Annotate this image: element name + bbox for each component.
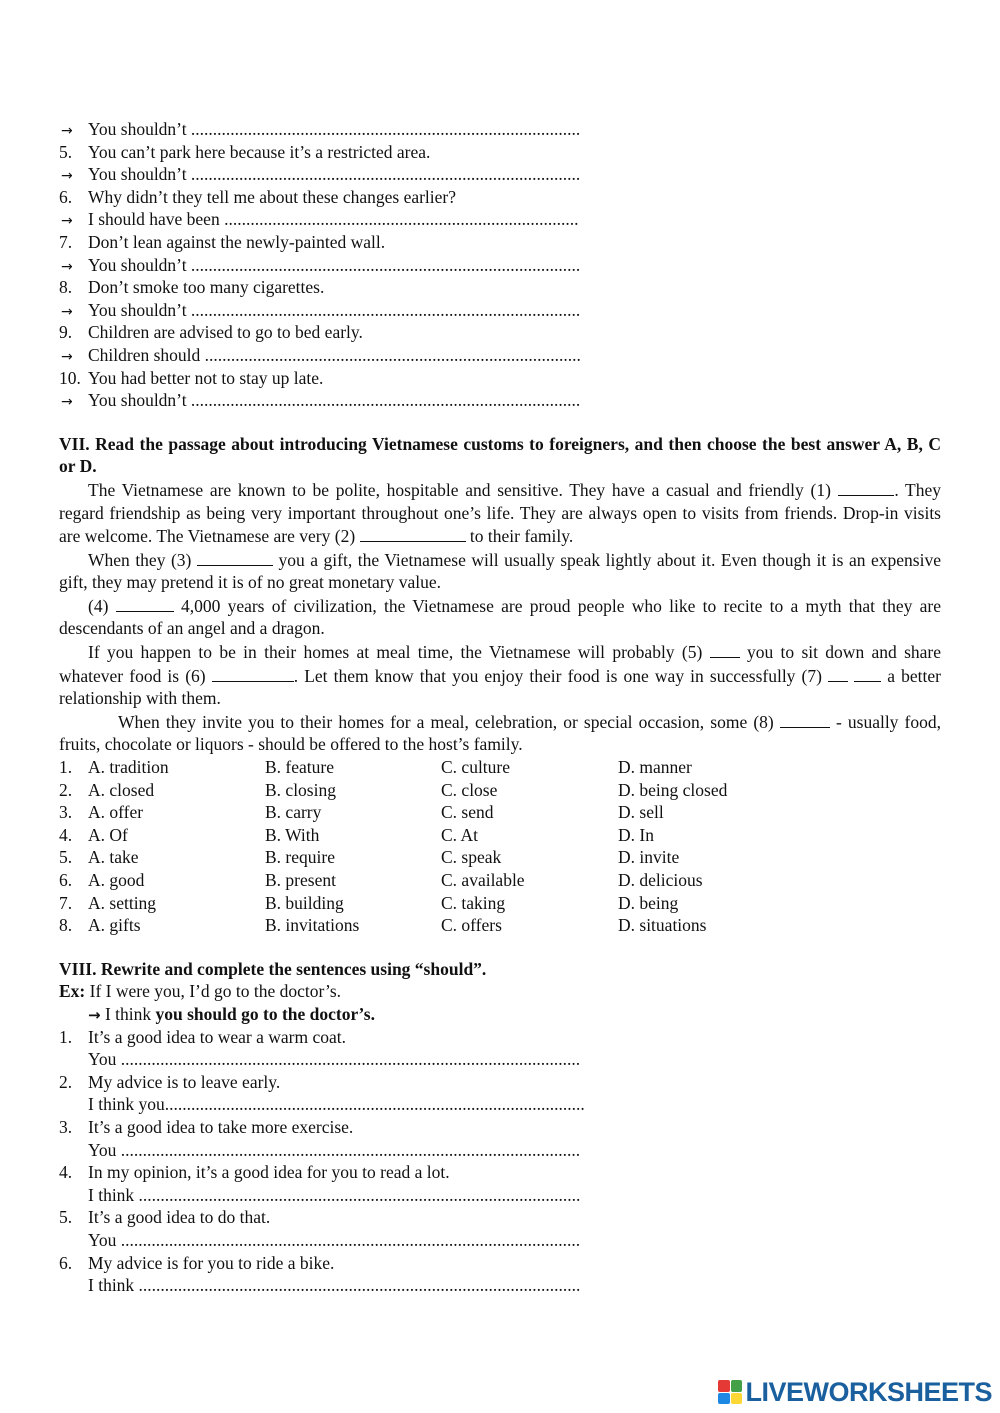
gap-1-blank-cont[interactable] bbox=[867, 478, 894, 496]
answer-line[interactable] bbox=[59, 1093, 941, 1116]
gap-5-blank[interactable] bbox=[710, 640, 740, 658]
option-b[interactable]: B. building bbox=[265, 892, 344, 913]
passage-text: The Vietnamese are known to be polite, hospitable and sensitive. They have a casual and friendly (1) bbox=[88, 479, 831, 500]
arrow-icon: → bbox=[88, 1005, 101, 1024]
option-a[interactable]: A. tradition bbox=[88, 757, 169, 778]
option-c[interactable]: C. send bbox=[441, 802, 494, 823]
logo-text: LIVEWORKSHEETS bbox=[745, 1376, 992, 1407]
option-number: 3. bbox=[59, 802, 73, 823]
option-a[interactable]: A. setting bbox=[88, 892, 157, 913]
gap-3-blank[interactable] bbox=[197, 548, 273, 566]
option-b[interactable]: B. present bbox=[265, 870, 336, 890]
item-number: 8. bbox=[59, 277, 73, 298]
answer-line bbox=[59, 254, 941, 277]
answer-text[interactable]: I think ..................................................................................................... bbox=[88, 1275, 581, 1296]
exercise-item bbox=[59, 141, 941, 164]
answer-text[interactable]: You shouldn’t ......................................................................................... bbox=[88, 254, 581, 275]
option-d[interactable]: D. In bbox=[618, 824, 654, 845]
gap-2-blank[interactable] bbox=[360, 524, 466, 542]
option-number: 1. bbox=[59, 757, 73, 778]
answer-line[interactable] bbox=[59, 1048, 941, 1071]
arrow-icon: → bbox=[61, 123, 73, 139]
item-text: Children are advised to go to bed early. bbox=[88, 322, 363, 343]
option-a[interactable]: A. good bbox=[88, 870, 145, 890]
exercise-item bbox=[59, 367, 941, 390]
option-number: 2. bbox=[59, 779, 73, 800]
exercise-item bbox=[59, 1026, 941, 1049]
item-text: In my opinion, it’s a good idea for you to read a lot. bbox=[88, 1162, 450, 1183]
item-text: Don’t smoke too many cigarettes. bbox=[88, 277, 325, 298]
example-answer bbox=[59, 1003, 941, 1026]
item-text: It’s a good idea to do that. bbox=[88, 1207, 271, 1228]
item-number: 6. bbox=[59, 1252, 73, 1273]
option-a[interactable]: A. offer bbox=[88, 802, 144, 823]
passage-text: you a gift, the Vietnamese will usually speak lightly about it. Even though it is an expensive gift, they may pretend it is of no great monetary value. bbox=[59, 549, 941, 593]
example-line bbox=[59, 980, 941, 1003]
passage-text: When they (3) bbox=[88, 549, 192, 570]
answer-text[interactable]: I think ..................................................................................................... bbox=[88, 1184, 581, 1205]
worksheet-page bbox=[59, 118, 941, 1297]
logo-square-blue bbox=[718, 1393, 730, 1405]
option-a[interactable]: A. gifts bbox=[88, 915, 141, 936]
exercise-item bbox=[59, 1071, 941, 1094]
item-text: You had better not to stay up late. bbox=[88, 367, 324, 388]
item-number: 5. bbox=[59, 141, 73, 162]
item-text: Don’t lean against the newly-painted wall. bbox=[88, 231, 386, 252]
option-d[interactable]: D. being bbox=[618, 892, 679, 913]
option-d[interactable]: D. delicious bbox=[618, 870, 703, 890]
gap-4-blank[interactable] bbox=[116, 594, 174, 612]
item-text: It’s a good idea to take more exercise. bbox=[88, 1116, 354, 1137]
arrow-icon: → bbox=[61, 258, 73, 275]
options-row bbox=[59, 869, 941, 892]
gap-7-blank-cont[interactable] bbox=[854, 664, 881, 682]
rewrite-continuation bbox=[59, 118, 941, 412]
answer-line[interactable] bbox=[59, 1274, 941, 1297]
arrow-icon: → bbox=[61, 348, 73, 365]
gap-8-blank[interactable] bbox=[780, 710, 830, 728]
example-answer-bold: you should go to the doctor’s bbox=[155, 1003, 371, 1024]
arrow-icon: → bbox=[61, 168, 73, 185]
spacer bbox=[59, 937, 941, 958]
option-number: 8. bbox=[59, 915, 73, 936]
answer-line bbox=[59, 389, 941, 412]
example-text: If I were you, I’d go to the doctor’s. bbox=[89, 981, 342, 1002]
section-8 bbox=[59, 958, 941, 1297]
exercise-item bbox=[59, 1161, 941, 1184]
answer-line bbox=[59, 299, 941, 322]
spacer bbox=[59, 412, 941, 433]
passage-text: If you happen to be in their homes at meal time, the Vietnamese will probably (5) bbox=[88, 642, 703, 663]
item-text: You can’t park here because it’s a restricted area. bbox=[88, 141, 431, 162]
answer-text[interactable]: You ......................................................................................................... bbox=[88, 1139, 581, 1160]
answer-text[interactable]: You ......................................................................................................... bbox=[88, 1049, 581, 1070]
section-7-heading: VII. Read the passage about introducing Vietnamese customs to foreigners, and then choose the best answer A, B, C or D. bbox=[59, 433, 941, 477]
option-c[interactable]: C. speak bbox=[441, 847, 502, 868]
answer-text[interactable]: You shouldn’t ......................................................................................... bbox=[88, 119, 581, 139]
item-text: My advice is for you to ride a bike. bbox=[88, 1252, 335, 1273]
option-a[interactable]: A. closed bbox=[88, 779, 155, 800]
answer-line[interactable] bbox=[59, 1229, 941, 1252]
passage-paragraph-1 bbox=[59, 478, 941, 548]
example-label: Ex: bbox=[59, 981, 86, 1002]
option-b[interactable]: B. carry bbox=[265, 802, 322, 823]
option-b[interactable]: B. feature bbox=[265, 757, 334, 778]
answer-line bbox=[59, 118, 941, 141]
passage-text: to their family. bbox=[469, 526, 574, 547]
options-row bbox=[59, 846, 941, 869]
item-number: 4. bbox=[59, 1162, 73, 1183]
options-row bbox=[59, 801, 941, 824]
example-answer-period: . bbox=[370, 1003, 375, 1024]
gap-7-blank[interactable] bbox=[828, 664, 848, 682]
exercise-item bbox=[59, 1206, 941, 1229]
answer-text[interactable]: I should have been ................................................................................. bbox=[88, 209, 579, 230]
options-row bbox=[59, 914, 941, 937]
logo-square-yellow bbox=[731, 1393, 743, 1405]
exercise-item bbox=[59, 1116, 941, 1139]
answer-text[interactable]: You ......................................................................................................... bbox=[88, 1229, 581, 1250]
passage-paragraph-2 bbox=[59, 548, 941, 594]
passage-text: a better relationship with them. bbox=[59, 665, 941, 709]
answer-line bbox=[59, 208, 941, 231]
answer-text[interactable]: You shouldn’t ......................................................................................... bbox=[88, 164, 581, 185]
option-c[interactable]: C. At bbox=[441, 824, 478, 845]
logo-grid-icon bbox=[718, 1380, 742, 1404]
options-row bbox=[59, 756, 941, 779]
option-number: 5. bbox=[59, 847, 73, 868]
gap-6-blank[interactable] bbox=[212, 664, 294, 682]
option-c[interactable]: C. offers bbox=[441, 915, 502, 936]
option-d[interactable]: D. being closed bbox=[618, 779, 728, 800]
answer-text[interactable]: You shouldn’t ......................................................................................... bbox=[88, 299, 581, 320]
passage-text: . They regard friendship as being very important throughout one’s life. They are always open to visits from friends. Drop-in visits are welcome. The Vietnamese are very (2) bbox=[59, 479, 942, 547]
option-number: 6. bbox=[59, 870, 73, 890]
option-a[interactable]: A. Of bbox=[88, 824, 128, 845]
item-number: 1. bbox=[59, 1026, 73, 1047]
section-8-heading: VIII. Rewrite and complete the sentences using “should”. bbox=[59, 958, 487, 979]
options-row bbox=[59, 824, 941, 847]
example-answer-prefix: I think bbox=[104, 1003, 152, 1024]
option-d[interactable]: D. invite bbox=[618, 847, 680, 868]
passage-paragraph-5 bbox=[59, 710, 941, 756]
item-number: 2. bbox=[59, 1071, 73, 1092]
item-number: 5. bbox=[59, 1207, 73, 1228]
answer-line bbox=[59, 163, 941, 186]
exercise-item bbox=[59, 186, 941, 209]
option-c[interactable]: C. available bbox=[441, 870, 525, 890]
option-b[interactable]: B. require bbox=[265, 847, 335, 868]
logo-square-green bbox=[731, 1380, 743, 1392]
answer-options bbox=[59, 756, 941, 937]
passage-text: When they invite you to their homes for a meal, celebration, or special occasion, some (8) bbox=[118, 711, 774, 732]
exercise-item bbox=[59, 231, 941, 254]
answer-line[interactable] bbox=[59, 1139, 941, 1162]
item-number: 3. bbox=[59, 1116, 73, 1137]
arrow-icon: → bbox=[61, 303, 73, 320]
option-c[interactable]: C. close bbox=[441, 779, 498, 800]
option-b[interactable]: B. invitations bbox=[265, 915, 360, 936]
option-d[interactable]: D. sell bbox=[618, 802, 664, 823]
option-a[interactable]: A. take bbox=[88, 847, 139, 868]
option-number: 4. bbox=[59, 824, 73, 845]
item-number: 7. bbox=[59, 231, 73, 252]
option-number: 7. bbox=[59, 892, 73, 913]
liveworksheets-logo bbox=[718, 1378, 992, 1406]
answer-text[interactable]: I think you................................................................................................ bbox=[88, 1094, 585, 1115]
item-text: My advice is to leave early. bbox=[88, 1071, 281, 1092]
arrow-icon: → bbox=[61, 213, 73, 230]
arrow-icon: → bbox=[61, 394, 73, 411]
answer-text[interactable]: You shouldn’t ......................................................................................... bbox=[88, 390, 581, 411]
option-d[interactable]: D. situations bbox=[618, 915, 707, 936]
item-number: 9. bbox=[59, 322, 73, 343]
exercise-item bbox=[59, 276, 941, 299]
logo-square-red bbox=[718, 1380, 730, 1392]
option-c[interactable]: C. taking bbox=[441, 892, 506, 913]
passage-text: (4) bbox=[88, 595, 109, 616]
options-row bbox=[59, 892, 941, 915]
passage-text: . Let them know that you enjoy their food is one way in successfully (7) bbox=[293, 665, 822, 686]
option-d[interactable]: D. manner bbox=[618, 757, 692, 778]
passage-text: - usually food, fruits, chocolate or liquors - should be offered to the host’s family. bbox=[59, 711, 941, 755]
passage-text: 4,000 years of civilization, the Vietnamese are proud people who like to recite to a myth that they are descendants of an angel and a dragon. bbox=[59, 595, 942, 639]
passage-text: you to sit down and share whatever food is (6) bbox=[59, 642, 942, 686]
exercise-item bbox=[59, 1252, 941, 1275]
answer-line[interactable] bbox=[59, 1184, 941, 1207]
passage-paragraph-4 bbox=[59, 640, 941, 710]
option-b[interactable]: B. closing bbox=[265, 779, 336, 800]
passage-paragraph-3 bbox=[59, 594, 941, 640]
answer-text[interactable]: Children should ...................................................................................... bbox=[88, 344, 581, 365]
option-b[interactable]: B. With bbox=[265, 824, 320, 845]
section-7 bbox=[59, 433, 941, 937]
item-text: Why didn’t they tell me about these changes earlier? bbox=[88, 186, 457, 207]
item-number: 10. bbox=[59, 367, 81, 388]
exercise-item bbox=[59, 321, 941, 344]
item-number: 6. bbox=[59, 186, 73, 207]
answer-line bbox=[59, 344, 941, 367]
option-c[interactable]: C. culture bbox=[441, 757, 511, 778]
options-row bbox=[59, 779, 941, 802]
item-text: It’s a good idea to wear a warm coat. bbox=[88, 1026, 347, 1047]
